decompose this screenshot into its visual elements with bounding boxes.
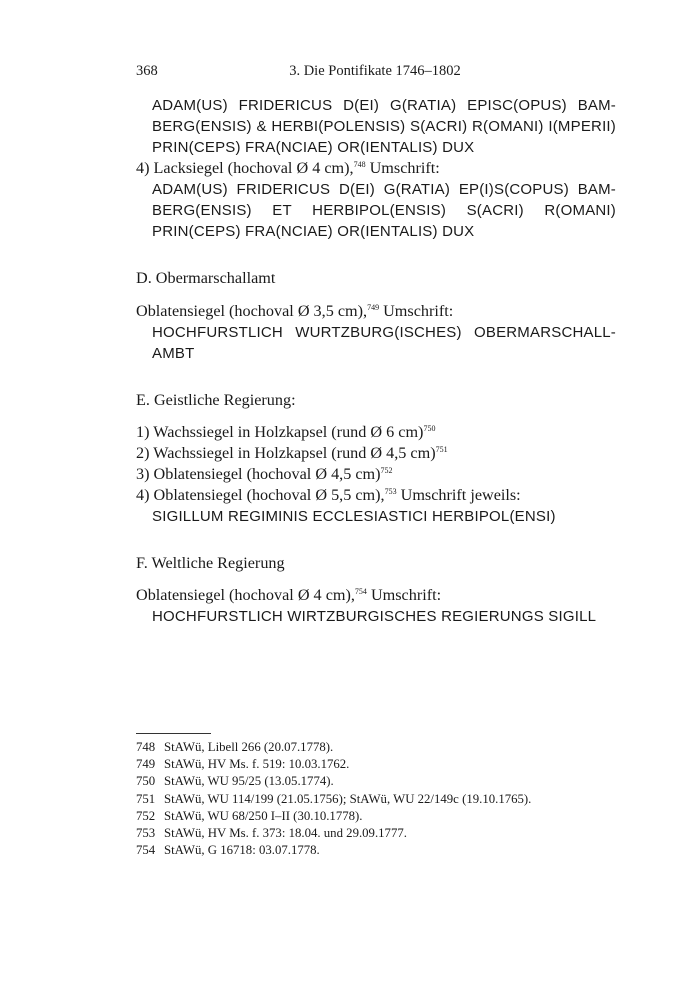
section-heading: E. Geistliche Regierung:: [136, 391, 296, 409]
footnote-number: 750: [136, 774, 156, 789]
inscription-line: PRIN(CEPS) FRA(NCIAE) OR(IENTALIS) DUX: [152, 139, 475, 156]
footnote: [136, 842, 616, 859]
inscription-line: AMBT: [152, 345, 195, 362]
footnote-number: 754: [136, 843, 156, 858]
seal-description: 2) Wachssiegel in Holzkapsel (rund Ø 4,5 cm): [136, 444, 436, 462]
footnote-text: StAWü, WU 95/25 (13.05.1774).: [164, 774, 334, 789]
inscription-line: SIGILLUM REGIMINIS ECCLESIASTICI HERBIPOL(ENSI): [152, 508, 556, 525]
footnote-text: StAWü, G 16718: 03.07.1778.: [164, 843, 320, 858]
seal-description-tail: Umschrift:: [365, 159, 440, 177]
seal-description: 4) Lacksiegel (hochoval Ø 4 cm),: [136, 159, 354, 177]
seal-description-tail: Umschrift:: [366, 586, 442, 604]
inscription-line: HOCHFURSTLICH WIRTZBURGISCHES REGIERUNGS SIGILL: [152, 608, 597, 625]
footnote: [136, 773, 616, 790]
running-title: 3. Die Pontifikate 1746–1802: [289, 63, 461, 79]
seal-entry: [136, 422, 616, 443]
seal-entry: [136, 158, 616, 179]
page-header: [136, 63, 614, 83]
footnote-text: StAWü, WU 114/199 (21.05.1756); StAWü, WU 22/149c (19.10.1765).: [164, 791, 532, 806]
footnote-ref: 750: [423, 424, 436, 433]
seal-description-tail: Umschrift jeweils:: [396, 486, 521, 504]
footnote-ref: 753: [384, 487, 397, 496]
seal-entry: [136, 585, 616, 606]
footnote-ref: 752: [380, 466, 393, 475]
footnote: [136, 739, 616, 756]
footnote-number: 751: [136, 791, 156, 806]
footnote-text: StAWü, HV Ms. f. 373: 18.04. und 29.09.1777.: [164, 825, 407, 840]
footnote-number: 748: [136, 740, 156, 754]
seal-description: Oblatensiegel (hochoval Ø 4 cm),: [136, 586, 355, 604]
inscription-line: BERG(ENSIS) & HERBI(POLENSIS) S(ACRI) R(OMANI) I(MPERII): [152, 118, 616, 135]
footnote-text: StAWü, WU 68/250 I–II (30.10.1778).: [164, 808, 363, 823]
seal-description: 3) Oblatensiegel (hochoval Ø 4,5 cm): [136, 465, 381, 483]
page-number: 368: [136, 63, 158, 79]
footnotes: [136, 739, 616, 859]
inscription-line: HOCHFURSTLICH WURTZBURG(ISCHES) OBERMARSCHALL-: [152, 324, 616, 341]
inscription-line: PRIN(CEPS) FRA(NCIAE) OR(IENTALIS) DUX: [152, 223, 475, 240]
seal-description: Oblatensiegel (hochoval Ø 3,5 cm),: [136, 302, 368, 320]
footnote-number: 749: [136, 757, 156, 772]
main-text: [136, 95, 616, 627]
footnote-ref: 754: [354, 587, 367, 596]
footnote-number: 753: [136, 825, 156, 840]
footnote-rule: [136, 733, 211, 734]
footnote: [136, 825, 616, 842]
seal-entry: [136, 464, 616, 485]
footnote-ref: 749: [367, 303, 380, 312]
footnote: [136, 808, 616, 825]
footnote-ref: 751: [435, 445, 448, 454]
inscription-line: BERG(ENSIS) ET HERBIPOL(ENSIS) S(ACRI) R(OMANI): [152, 202, 616, 219]
footnote: [136, 791, 616, 808]
seal-description-tail: Umschrift:: [379, 302, 454, 320]
section-heading: F. Weltliche Regierung: [136, 554, 285, 572]
seal-description: 1) Wachssiegel in Holzkapsel (rund Ø 6 cm): [136, 423, 424, 441]
inscription-line: ADAM(US) FRIDERICUS D(EI) G(RATIA) EPISC(OPUS) BAM-: [152, 97, 616, 114]
footnote: [136, 756, 616, 773]
inscription-line: ADAM(US) FRIDERICUS D(EI) G(RATIA) EP(I)S(COPUS) BAM-: [152, 181, 616, 198]
seal-entry: [136, 485, 616, 506]
footnote-text: StAWü, Libell 266 (20.07.1778).: [164, 740, 334, 754]
seal-entry: [136, 443, 616, 464]
seal-entry: [136, 301, 616, 322]
seal-description: 4) Oblatensiegel (hochoval Ø 5,5 cm),: [136, 486, 385, 504]
footnote-ref: 748: [353, 160, 366, 169]
footnote-text: StAWü, HV Ms. f. 519: 10.03.1762.: [164, 757, 350, 772]
section-heading: D. Obermarschallamt: [136, 269, 276, 287]
footnote-number: 752: [136, 808, 156, 823]
